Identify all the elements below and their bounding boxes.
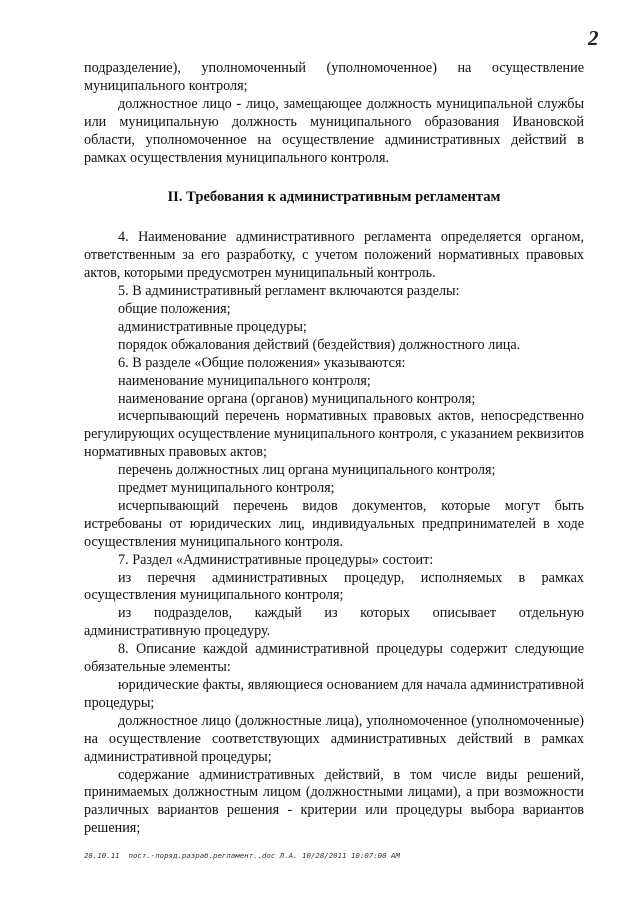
footer-file-info: 28.10.11 пост.-поряд.разраб.регламент..doc Л.А. 10/28/2011 10:07:00 AM: [84, 851, 400, 860]
paragraph: наименование органа (органов) муниципального контроля;: [118, 390, 476, 407]
paragraph: перечень должностных лиц органа муниципального контроля;: [118, 462, 496, 479]
paragraph: исчерпывающий перечень видов документов, которые могут быть истребованы от юридических лиц, индивидуальных предпринимателей в ходе осуществления муниципального контроля.: [84, 497, 584, 550]
paragraph: подразделение), уполномоченный (уполномоченное) на осуществление муниципального контроля;: [84, 60, 584, 94]
paragraph: содержание административных действий, в том числе виды решений, принимаемых должностным лицом (должностными лицами), а при возможности различных вариантов решения - критерии или процедуры выбора вариантов решения;: [84, 766, 584, 837]
paragraph: 4. Наименование административного регламента определяется органом, ответственным за его разработку, с учетом положений нормативных правовых актов, которыми предусмотрен муниципальный контроль.: [84, 229, 584, 282]
paragraph: должностное лицо (должностные лица), уполномоченное (уполномоченные) на осуществление соответствующих административных действий в рамках административной процедуры;: [84, 712, 584, 765]
paragraph: общие положения;: [118, 300, 231, 317]
paragraphs-top: [84, 60, 584, 167]
paragraph: 8. Описание каждой административной процедуры содержит следующие обязательные элементы:: [84, 641, 584, 676]
paragraph: административные процедуры;: [118, 318, 307, 335]
paragraph: из перечня административных процедур, исполняемых в рамках осуществления муниципального контроля;: [84, 569, 584, 604]
paragraph: 5. В административный регламент включаются разделы:: [118, 283, 460, 300]
paragraph: должностное лицо - лицо, замещающее должность муниципальной службы или муниципальную должность муниципального образования Ивановской области, уполномоченное на осуществление административных действий в рамках осуществления муниципального контроля.: [84, 95, 584, 166]
paragraph: порядок обжалования действий (бездействия) должностного лица.: [118, 336, 521, 353]
paragraph: юридические факты, являющиеся основанием для начала административной процедуры;: [84, 677, 584, 711]
document-body: [84, 60, 584, 838]
paragraph: наименование муниципального контроля;: [118, 372, 371, 389]
paragraph: предмет муниципального контроля;: [118, 480, 335, 497]
paragraph: из подразделов, каждый из которых описывает отдельную административную процедуру.: [84, 605, 584, 640]
paragraph: 6. В разделе «Общие положения» указываются:: [118, 354, 406, 371]
page-number: 2: [588, 26, 599, 50]
paragraphs-main: [84, 229, 584, 838]
paragraph: исчерпывающий перечень нормативных правовых актов, непосредственно регулирующих осуществление муниципального контроля, с указанием реквизитов нормативных правовых актов;: [84, 408, 584, 461]
paragraph: 7. Раздел «Административные процедуры» состоит:: [118, 551, 434, 568]
section-heading: II. Требования к административным регламентам: [167, 189, 501, 206]
